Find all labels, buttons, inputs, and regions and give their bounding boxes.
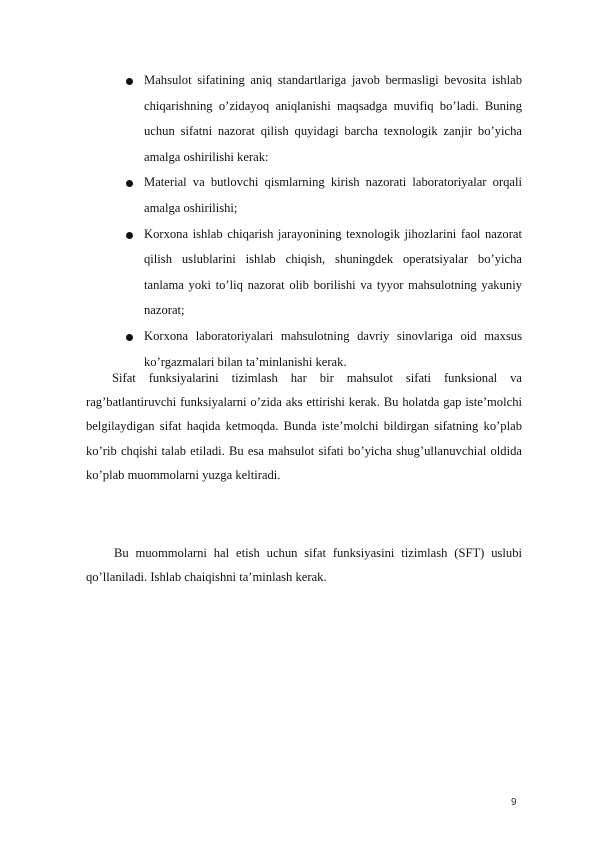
page-number: 9	[511, 797, 517, 808]
bullet-item	[122, 170, 522, 221]
bullet-dot-icon	[126, 334, 133, 341]
bullet-dot-icon	[126, 78, 133, 85]
bullet-text: Mahsulot sifatining aniq standartlariga javob bermasligi bevosita ishlab chiqarishning o’zidayoq aniqlanishi maqsadga muvifiq bo’ladi. Buning uchun sifatni nazorat qilish quyidagi barcha texnologik zanjir bo’yicha amalga oshirilishi kerak:	[144, 73, 522, 164]
bullet-text: Material va butlovchi qismlarning kirish nazorati laboratoriyalar orqali amalga oshirilishi;	[144, 175, 522, 215]
bullet-list	[122, 68, 522, 375]
body-paragraph: Bu muommolarni hal etish uchun sifat funksiyasini tizimlash (SFT) uslubi qo’llaniladi. Ishlab chaiqishni ta’minlash kerak.	[86, 546, 522, 585]
bullet-item	[122, 222, 522, 324]
bullet-item	[122, 68, 522, 170]
bullet-dot-icon	[126, 180, 133, 187]
bullet-text: Korxona laboratoriyalari mahsulotning davriy sinovlariga oid maxsus ko’rgazmalari bilan ta’minlanishi kerak.	[144, 328, 522, 369]
body-paragraph: Sifat funksiyalarini tizimlash har bir mahsulot sifati funksional va rag’batlantiruvchi funksiyalarni o’zida aks ettirishi kerak. Bu holatda gap iste’molchi belgilaydigan sifat haqida ketmoqda. Bunda iste’molchi bildirgan sifatning ko’plab ko’rib chqishi talab etiladi. Bu esa mahsulot sifati bo’yicha shug’ullanuvchial oldida ko’plab muommolarni yuzga keltiradi.	[86, 371, 522, 482]
bullet-dot-icon	[126, 232, 133, 239]
bullet-text: Korxona ishlab chiqarish jarayonining texnologik jihozlarini faol nazorat qilish uslublarini ishlab chiqish, shuningdek operatsiyalar bo’yicha tanlama yoki to’liq nazorat olib borilishi va tyyor mahsulotning yakuniy nazorat;	[144, 226, 522, 318]
